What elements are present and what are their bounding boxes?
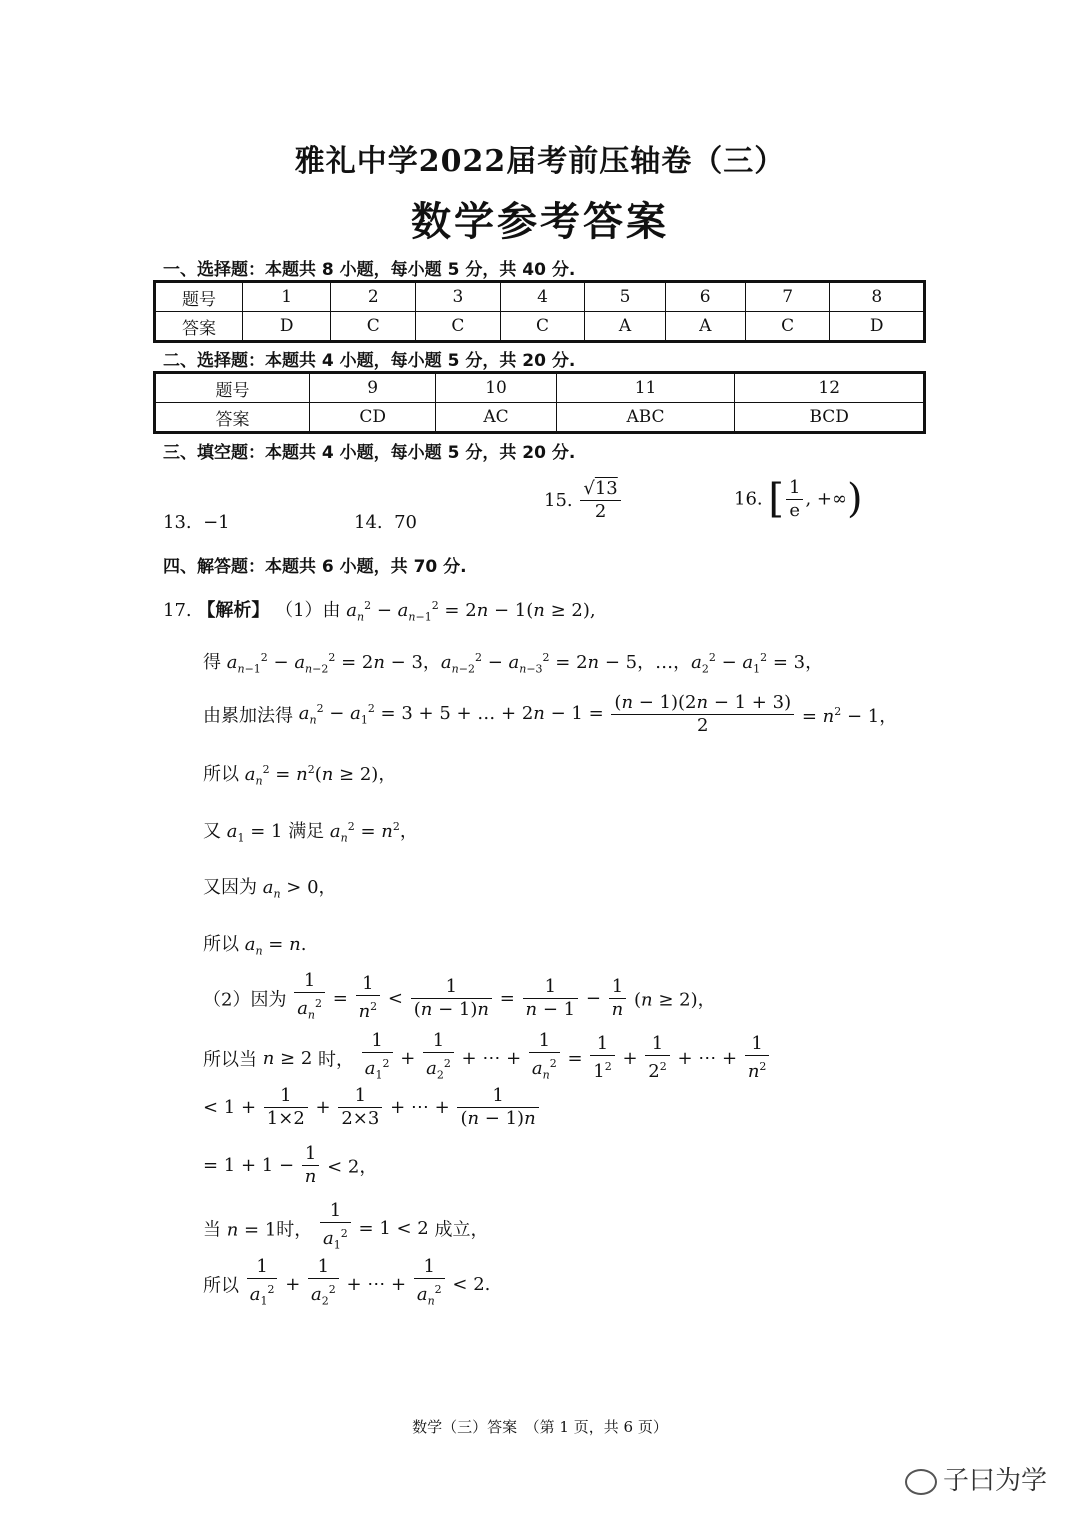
- row-label: 题号: [155, 373, 310, 403]
- text: 时，: [318, 1049, 355, 1071]
- formula-fraction: $\frac{√13}{2}$: [580, 478, 620, 523]
- answer-15: [544, 478, 623, 523]
- watermark-text: 子曰为学: [943, 1466, 1048, 1496]
- section3-heading: 三、填空题：本题共 4 小题，每小题 5 分，共 20 分.: [163, 443, 576, 463]
- table-cell: 8: [830, 282, 925, 312]
- table-cell: A: [665, 312, 745, 342]
- solution-line: [203, 760, 396, 788]
- table-cell: 2: [331, 282, 416, 312]
- formula: n = 1时，: [226, 1219, 313, 1241]
- answer-value: −1: [203, 512, 230, 533]
- table-cell: ABC: [556, 403, 735, 433]
- table-cell: 3: [416, 282, 501, 312]
- formula-bracket: ): [846, 476, 863, 522]
- analysis-tag: 【解析】: [197, 600, 270, 621]
- solution-line: 所以 $\frac{1}{a_1^2}$ + $\frac{1}{a_2^2}$ + ⋯ + $\frac{1}{a_n^2}$ < 2.: [203, 1256, 490, 1313]
- table-cell: 6: [665, 282, 745, 312]
- solution-line: < 1 + $\frac{1}{1\times 2}$ + $\frac{1}{2\times 3}$ + ⋯ + $\frac{1}{(n - 1)n}$: [203, 1085, 541, 1130]
- formula-fraction: $\frac{1}{a_2^2}$: [308, 1256, 339, 1313]
- formula-fraction: $\frac{1}{1\times 2}$: [264, 1085, 308, 1130]
- table-cell: BCD: [735, 403, 925, 433]
- table-cell: D: [243, 312, 331, 342]
- formula-fraction: $\frac{(n - 1)(2n - 1 + 3)}{2}$: [611, 692, 794, 737]
- text: 成立，: [434, 1219, 489, 1241]
- question-number: 16.: [734, 488, 763, 510]
- text: 满足: [288, 821, 325, 842]
- table-cell: 4: [500, 282, 585, 312]
- table-row: [155, 373, 925, 403]
- watermark: [905, 1460, 1047, 1497]
- answer-16: [734, 476, 863, 522]
- text: 又因为: [203, 877, 257, 898]
- formula-fraction: $\frac{1}{e}$: [786, 477, 803, 522]
- document-title: 雅礼中学2022届考前压轴卷（三）: [294, 144, 786, 179]
- section2-heading: 二、选择题：本题共 4 小题，每小题 5 分，共 20 分.: [163, 351, 576, 371]
- answer-value: 70: [394, 512, 417, 533]
- table-row: [155, 282, 925, 312]
- formula: $a_n > 0$，: [262, 877, 337, 901]
- formula-text: , +∞: [805, 488, 847, 510]
- formula: $a_{n-1}^2 - a_{n-2}^2 = 2n - 3$，$a_{n-2}^2 - a_{n-3}^2 = 2n - 5$，…，$a_2^2 - a_1^2 = 3$，: [226, 651, 824, 676]
- table-cell: 11: [556, 373, 735, 403]
- formula-fraction: $\frac{1}{(n - 1)n}$: [411, 976, 492, 1021]
- solution-line: [203, 873, 337, 901]
- table-cell: 5: [585, 282, 665, 312]
- table-row: [155, 403, 925, 433]
- answer-14: [354, 512, 417, 533]
- formula-fraction: $\frac{1}{1^2}$: [590, 1033, 614, 1083]
- formula-fraction: $\frac{1}{a_1^2}$: [247, 1256, 278, 1313]
- text: （2）因为: [203, 989, 287, 1011]
- table-cell: C: [745, 312, 830, 342]
- question-number: 15.: [544, 490, 573, 511]
- text: 又: [203, 821, 221, 842]
- formula: $a_n^2 - a_1^2 = 3 + 5$ + … + 2n − 1 =: [298, 702, 604, 727]
- table-cell: CD: [310, 403, 436, 433]
- document-subtitle: 数学参考答案: [411, 198, 669, 245]
- table-cell: C: [500, 312, 585, 342]
- table-cell: 12: [735, 373, 925, 403]
- solution-line: [203, 648, 823, 676]
- formula-fraction: $\frac{1}{2\times 3}$: [338, 1085, 382, 1130]
- wechat-icon: [905, 1469, 937, 1495]
- formula-fraction: $\frac{1}{a_n^2}$: [414, 1256, 445, 1313]
- solution-line: [203, 930, 306, 958]
- text: 所以: [203, 934, 239, 955]
- solution-line: [203, 692, 897, 737]
- table-cell: C: [416, 312, 501, 342]
- table-cell: D: [830, 312, 925, 342]
- table-cell: 9: [310, 373, 436, 403]
- text: 由累加法得: [203, 705, 293, 727]
- table-cell: 10: [436, 373, 556, 403]
- text: 当: [203, 1219, 221, 1241]
- question-number: 17.: [163, 600, 192, 621]
- formula-fraction: $\frac{1}{n}$: [609, 976, 627, 1021]
- formula: n ≥ 2: [262, 1047, 313, 1069]
- formula-fraction: $\frac{1}{n^2}$: [745, 1033, 770, 1083]
- formula-fraction: $\frac{1}{n^2}$: [356, 973, 381, 1023]
- row-label: 答案: [155, 403, 310, 433]
- section4-heading: 四、解答题：本题共 6 小题，共 70 分.: [163, 557, 467, 577]
- formula-fraction: $\frac{1}{n - 1}$: [523, 976, 579, 1021]
- section1-heading: 一、选择题：本题共 8 小题，每小题 5 分，共 40 分.: [163, 260, 576, 280]
- text: （1）由: [275, 600, 341, 621]
- formula-fraction: $\frac{1}{a_n^2}$: [529, 1030, 560, 1087]
- text: 所以: [203, 1275, 239, 1297]
- formula-fraction: $\frac{1}{2^2}$: [645, 1033, 669, 1083]
- formula-fraction: $\frac{1}{a_n^2}$: [294, 970, 325, 1027]
- row-label: 答案: [155, 312, 243, 342]
- text: 得: [203, 652, 221, 673]
- formula-fraction: $\frac{1}{n}$: [302, 1143, 320, 1188]
- formula: $a_1 = 1$: [226, 821, 283, 845]
- solution-line: 所以当 n ≥ 2 时， $\frac{1}{a_1^2}$ + $\frac{1}{a_2^2}$ + ⋯ + $\frac{1}{a_n^2}$ = $\frac{1}{1^2}$ + $\frac{1}{2^2}$ + ⋯ + $\frac{1}{n^2}$: [203, 1030, 771, 1087]
- table-cell: 1: [243, 282, 331, 312]
- answer-13: [163, 512, 230, 533]
- table-cell: AC: [436, 403, 556, 433]
- table-cell: A: [585, 312, 665, 342]
- formula-fraction: $\frac{1}{(n - 1)n}$: [457, 1085, 538, 1130]
- question-number: 13.: [163, 512, 192, 533]
- text: 所以当: [203, 1049, 257, 1071]
- formula: $a_n^2 = n^2(n \ge 2)$，: [244, 763, 397, 788]
- table-cell: 7: [745, 282, 830, 312]
- solution-line: [163, 596, 596, 624]
- formula-fraction: $\frac{1}{a_2^2}$: [423, 1030, 454, 1087]
- formula: $a_n^2 = n^2$，: [329, 820, 418, 845]
- question-number: 14.: [354, 512, 383, 533]
- formula: = $n^2 - 1$，: [801, 704, 898, 727]
- row-label: 题号: [155, 282, 243, 312]
- solution-line: = 1 + 1 − $\frac{1}{n}$ < 2，: [203, 1143, 378, 1187]
- table-row: [155, 312, 925, 342]
- answer-table-2: [153, 371, 926, 434]
- formula-fraction: $\frac{1}{a_1^2}$: [362, 1030, 393, 1087]
- formula: $a_n = n$.: [244, 934, 307, 958]
- text: 所以: [203, 764, 239, 785]
- solution-line: （2）因为 $\frac{1}{a_n^2}$ = $\frac{1}{n^2}$ < $\frac{1}{(n - 1)n}$ = $\frac{1}{n - 1}$ − $\frac{1}{n}$ (n ≥ 2)，: [203, 970, 716, 1027]
- table-cell: C: [331, 312, 416, 342]
- formula: $a_n^2 - a_{n-1}^2 = 2n - 1(n \ge 2)$,: [346, 599, 596, 624]
- answer-table-1: [153, 280, 926, 343]
- page-footer: 数学（三）答案 （第 1 页，共 6 页）: [412, 1418, 668, 1436]
- formula-bracket: [: [768, 476, 784, 522]
- formula-fraction: $\frac{1}{a_1^2}$: [320, 1200, 351, 1257]
- solution-line: 当 n = 1时， $\frac{1}{a_1^2}$ = 1 < 2 成立，: [203, 1200, 488, 1257]
- solution-line: [203, 817, 418, 845]
